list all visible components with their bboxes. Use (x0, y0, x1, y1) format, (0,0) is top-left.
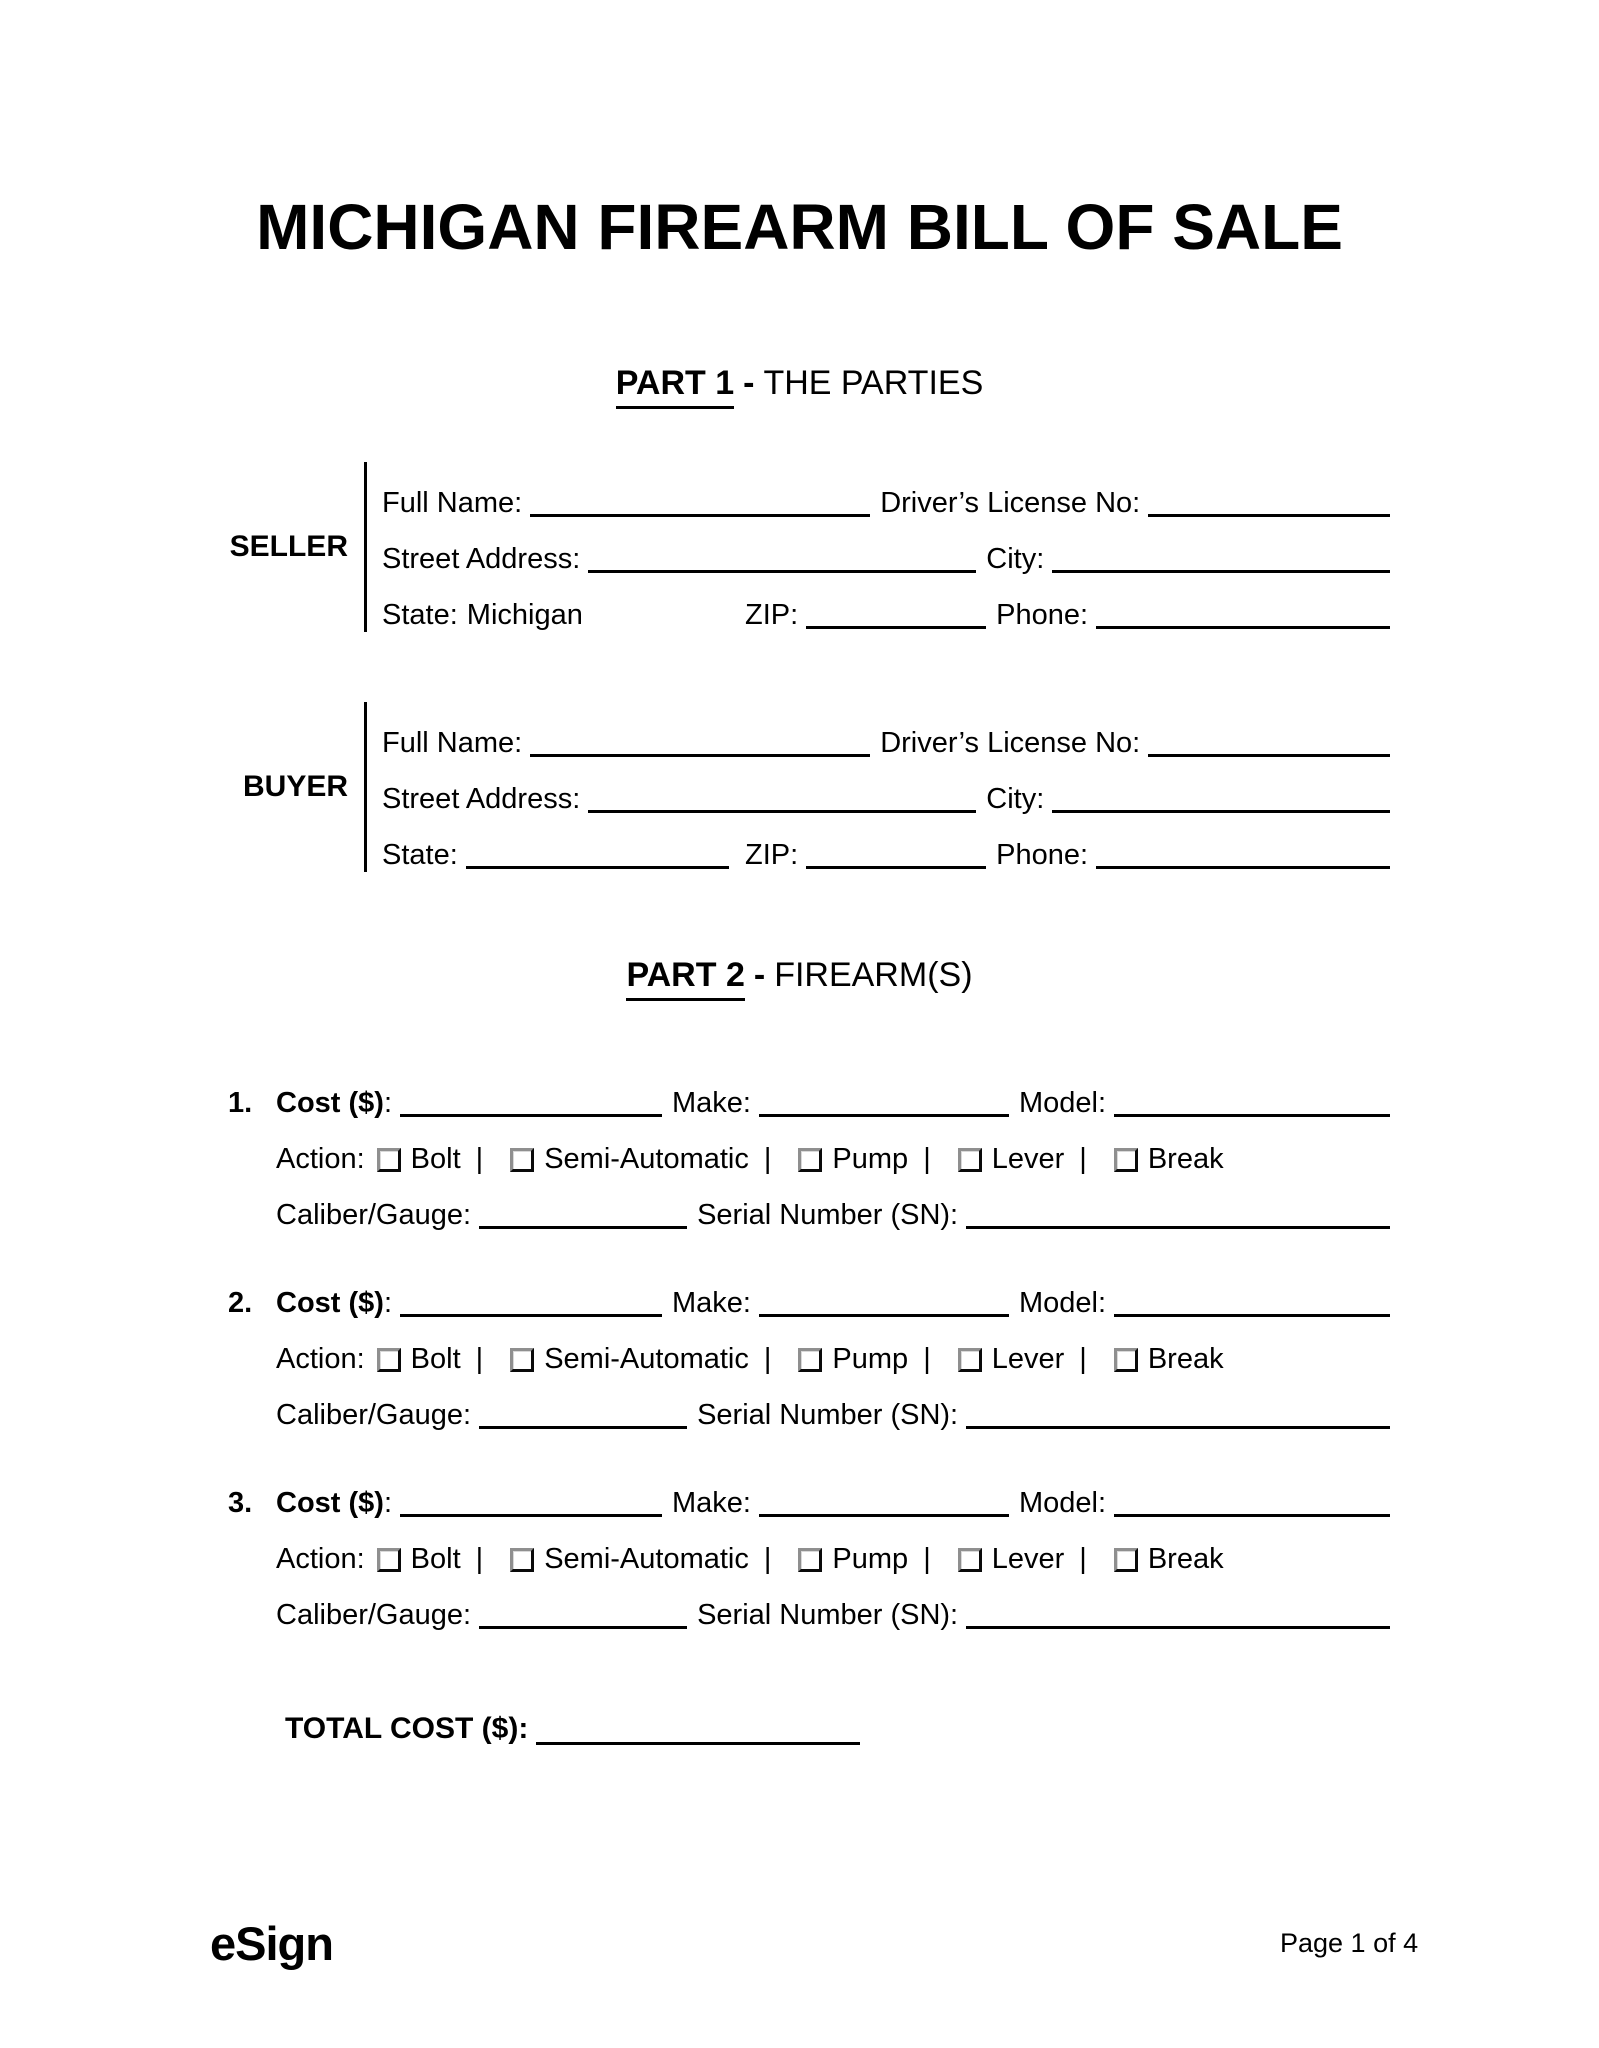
full-name-label: Full Name: (382, 726, 523, 759)
zip-label: ZIP: (745, 598, 799, 631)
total-cost-label: TOTAL COST ($): (285, 1712, 529, 1745)
caliber-row (228, 1374, 1390, 1430)
city-blank[interactable] (1052, 570, 1390, 573)
serial-label: Serial Number (SN): (697, 1198, 959, 1231)
option-semi-automatic-label: Semi-Automatic (544, 1142, 749, 1175)
serial-label: Serial Number (SN): (697, 1598, 959, 1631)
buyer-fields (364, 702, 1390, 872)
separator: | (763, 1342, 772, 1375)
item-number: 1. (228, 1086, 253, 1119)
option-break-label: Break (1147, 1142, 1224, 1175)
serial-blank[interactable] (966, 1426, 1390, 1429)
caliber-blank[interactable] (479, 1426, 687, 1429)
buyer-address-row (382, 758, 1390, 814)
seller-name-row (382, 462, 1390, 518)
action-label: Action: (276, 1542, 365, 1575)
full-name-blank[interactable] (530, 514, 870, 517)
cost-colon: : (383, 1086, 393, 1119)
action-label: Action: (276, 1342, 365, 1375)
state-blank[interactable] (466, 866, 729, 869)
serial-blank[interactable] (966, 1226, 1390, 1229)
action-row (228, 1318, 1390, 1374)
firearm-item-2 (228, 1262, 1390, 1430)
total-cost-row (285, 1706, 860, 1746)
caliber-blank[interactable] (479, 1626, 687, 1629)
model-blank[interactable] (1114, 1114, 1390, 1117)
make-label: Make: (672, 1486, 751, 1519)
option-semi-automatic-label: Semi-Automatic (544, 1542, 749, 1575)
city-label: City: (986, 782, 1045, 815)
serial-label: Serial Number (SN): (697, 1398, 959, 1431)
make-blank[interactable] (759, 1514, 1009, 1517)
state-cell (382, 600, 745, 630)
caliber-label: Caliber/Gauge: (276, 1398, 472, 1431)
phone-blank[interactable] (1096, 626, 1390, 629)
buyer-name-row (382, 702, 1390, 758)
checkbox-lever[interactable] (958, 1348, 982, 1372)
checkbox-semi-automatic[interactable] (510, 1548, 534, 1572)
caliber-row (228, 1574, 1390, 1630)
part1-heading-rest: THE PARTIES (763, 364, 984, 402)
drivers-license-label: Driver’s License No: (880, 486, 1141, 519)
checkbox-semi-automatic[interactable] (510, 1348, 534, 1372)
cost-label: Cost ($) (276, 1286, 384, 1319)
zip-label: ZIP: (745, 838, 799, 871)
option-pump-label: Pump (832, 1142, 909, 1175)
caliber-label: Caliber/Gauge: (276, 1598, 472, 1631)
zip-blank[interactable] (806, 626, 986, 629)
separator: | (475, 1142, 484, 1175)
firearm-item-3 (228, 1462, 1390, 1630)
city-blank[interactable] (1052, 810, 1390, 813)
state-label: State: (382, 598, 458, 631)
action-row (228, 1118, 1390, 1174)
buyer-state-row (382, 814, 1390, 870)
checkbox-pump[interactable] (798, 1348, 822, 1372)
model-label: Model: (1019, 1086, 1107, 1119)
full-name-blank[interactable] (530, 754, 870, 757)
phone-blank[interactable] (1096, 866, 1390, 869)
serial-blank[interactable] (966, 1626, 1390, 1629)
cost-colon: : (383, 1486, 393, 1519)
cost-row (228, 1262, 1390, 1318)
buyer-label: BUYER (242, 770, 348, 803)
state-label: State: (382, 838, 458, 871)
checkbox-break[interactable] (1114, 1548, 1138, 1572)
checkbox-pump[interactable] (798, 1148, 822, 1172)
part2-heading-lead: PART 2 (626, 956, 744, 1001)
separator: | (475, 1342, 484, 1375)
model-blank[interactable] (1114, 1314, 1390, 1317)
cost-label: Cost ($) (276, 1486, 384, 1519)
street-address-label: Street Address: (382, 782, 581, 815)
option-break-label: Break (1147, 1342, 1224, 1375)
cost-row (228, 1462, 1390, 1518)
model-label: Model: (1019, 1286, 1107, 1319)
seller-section (229, 462, 1390, 632)
option-lever-label: Lever (991, 1342, 1065, 1375)
cost-blank[interactable] (400, 1114, 662, 1117)
model-blank[interactable] (1114, 1514, 1390, 1517)
seller-fields (364, 462, 1390, 632)
full-name-label: Full Name: (382, 486, 523, 519)
checkbox-lever[interactable] (958, 1148, 982, 1172)
caliber-blank[interactable] (479, 1226, 687, 1229)
cost-blank[interactable] (400, 1514, 662, 1517)
separator: | (1079, 1342, 1087, 1375)
caliber-row (228, 1174, 1390, 1230)
drivers-license-label: Driver’s License No: (880, 726, 1141, 759)
part1-heading (0, 364, 1599, 409)
seller-label: SELLER (229, 530, 348, 563)
make-blank[interactable] (759, 1114, 1009, 1117)
zip-blank[interactable] (806, 866, 986, 869)
total-cost-blank[interactable] (536, 1742, 860, 1745)
separator: | (475, 1542, 484, 1575)
page-indicator: Page 1 of 4 (1280, 1928, 1419, 1958)
street-address-label: Street Address: (382, 542, 581, 575)
seller-state-row (382, 574, 1390, 630)
checkbox-break[interactable] (1114, 1348, 1138, 1372)
option-bolt-label: Bolt (410, 1542, 461, 1575)
checkbox-bolt[interactable] (377, 1548, 401, 1572)
checkbox-break[interactable] (1114, 1148, 1138, 1172)
buyer-section (242, 702, 1390, 872)
separator: | (763, 1542, 772, 1575)
part2-heading-dash: - (753, 956, 766, 994)
state-cell (382, 840, 745, 870)
seller-address-row (382, 518, 1390, 574)
option-pump-label: Pump (832, 1342, 909, 1375)
phone-label: Phone: (996, 598, 1089, 631)
option-lever-label: Lever (991, 1142, 1065, 1175)
cost-label: Cost ($) (276, 1086, 384, 1119)
option-pump-label: Pump (832, 1542, 909, 1575)
street-address-blank[interactable] (588, 570, 976, 573)
page-title: MICHIGAN FIREARM BILL OF SALE (256, 191, 1343, 263)
drivers-license-blank[interactable] (1148, 514, 1390, 517)
drivers-license-blank[interactable] (1148, 754, 1390, 757)
phone-label: Phone: (996, 838, 1089, 871)
cost-blank[interactable] (400, 1314, 662, 1317)
separator: | (923, 1142, 931, 1175)
separator: | (1079, 1142, 1087, 1175)
street-address-blank[interactable] (588, 810, 976, 813)
caliber-label: Caliber/Gauge: (276, 1198, 472, 1231)
city-label: City: (986, 542, 1045, 575)
part2-heading (0, 956, 1599, 1001)
option-break-label: Break (1147, 1542, 1224, 1575)
item-number: 2. (228, 1286, 253, 1319)
state-value: Michigan (466, 598, 583, 631)
esign-logo: eSign (210, 1917, 333, 1970)
make-label: Make: (672, 1286, 751, 1319)
separator: | (1079, 1542, 1087, 1575)
option-bolt-label: Bolt (410, 1142, 461, 1175)
checkbox-bolt[interactable] (377, 1348, 401, 1372)
part2-heading-rest: FIREARM(S) (774, 956, 973, 994)
separator: | (763, 1142, 772, 1175)
model-label: Model: (1019, 1486, 1107, 1519)
item-number: 3. (228, 1486, 253, 1519)
action-row (228, 1518, 1390, 1574)
part1-heading-lead: PART 1 (616, 364, 734, 409)
checkbox-pump[interactable] (798, 1548, 822, 1572)
checkbox-semi-automatic[interactable] (510, 1148, 534, 1172)
cost-colon: : (383, 1286, 393, 1319)
firearm-item-1 (228, 1062, 1390, 1230)
option-bolt-label: Bolt (410, 1342, 461, 1375)
checkbox-lever[interactable] (958, 1548, 982, 1572)
cost-row (228, 1062, 1390, 1118)
checkbox-bolt[interactable] (377, 1148, 401, 1172)
option-lever-label: Lever (991, 1542, 1065, 1575)
make-blank[interactable] (759, 1314, 1009, 1317)
part1-heading-dash: - (743, 364, 755, 402)
make-label: Make: (672, 1086, 751, 1119)
separator: | (923, 1342, 931, 1375)
action-label: Action: (276, 1142, 365, 1175)
separator: | (923, 1542, 931, 1575)
option-semi-automatic-label: Semi-Automatic (544, 1342, 749, 1375)
